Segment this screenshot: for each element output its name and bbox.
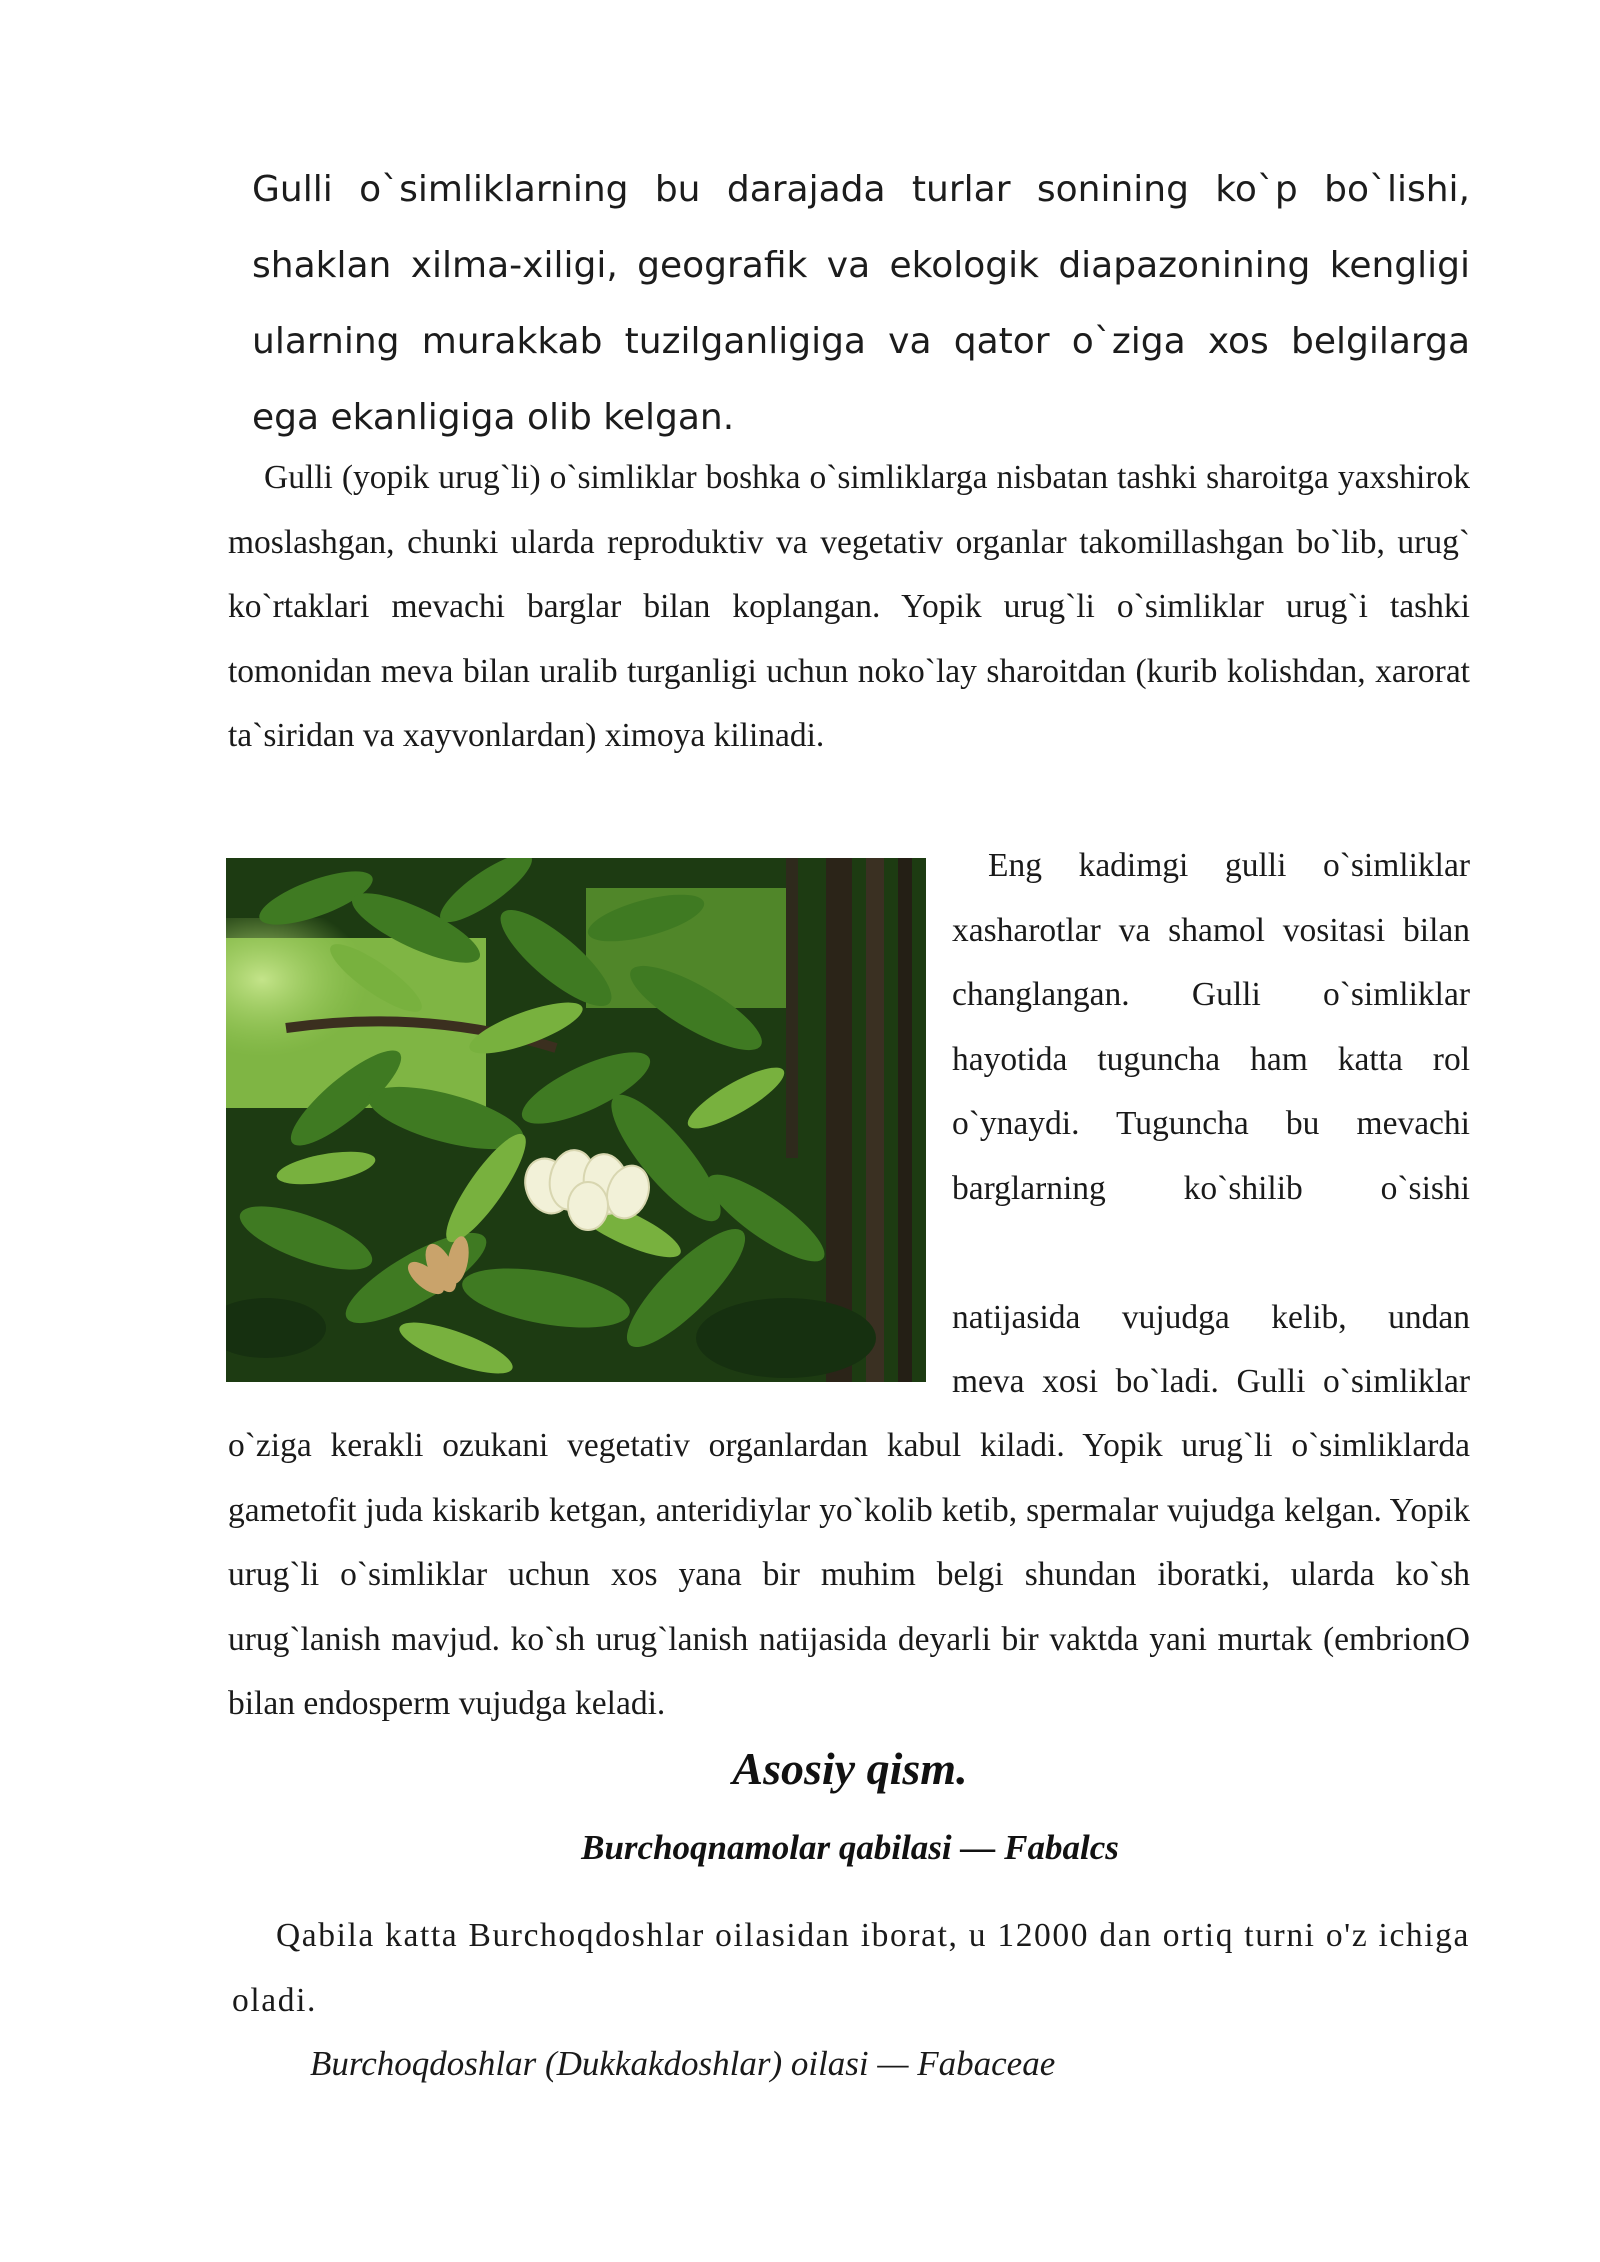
magnolia-photo <box>226 858 926 1382</box>
side-text-block <box>952 834 1470 1415</box>
side-line: o`ynaydi. Tuguncha bu mevachi <box>952 1105 1470 1142</box>
family-title: Burchoqdoshlar (Dukkakdoshlar) oilasi — Fabaceae <box>310 2044 1056 2083</box>
line-gap <box>952 1221 1470 1286</box>
intro-paragraph: Gulli o`simliklarning bu darajada turlar sonining ko`p bo`lishi, shaklan xilma-xiligi, geografik va ekologik diapazonining kengligi ularning murakkab tuzilganligiga va qator o`ziga xos belgilarga ega ekanligiga olib kelgan. <box>252 169 1470 438</box>
paragraph-double-fertilization: o`ziga kerakli ozukani vegetativ organlardan kabul kiladi. Yopik urug`li o`simliklarda gametofit juda kiskarib ketgan, anteridiylar yo`kolib ketib, spermalar vujudga kelgan. Yopik urug`li o`simliklar uchun xos yana bir muhim belgi shundan iboratki, ularda ko`sh urug`lanish mavjud. ko`sh urug`lanish natijasida deyarli bir vaktda yani murtak (embrionO bilan endosperm vujudga keladi. <box>228 1427 1470 1722</box>
order-heading: Burchoqnamolar qabilasi — Fabalcs <box>581 1828 1119 1867</box>
side-line: natijasida vujudga kelib, undan <box>952 1298 1470 1336</box>
side-line: barglarning ko`shilib o`sishi <box>952 1169 1470 1207</box>
side-line: hayotida tuguncha ham katta rol <box>952 1040 1470 1078</box>
paragraph-angiosperm-adaptation: Gulli (yopik urug`li) o`simliklar boshka o`simliklarga nisbatan tashki sharoitga yaxshirok moslashgan, chunki ularda reproduktiv va vegetativ organlar takomillashgan bo`lib, urug` ko`rtaklari mevachi barglar bilan koplangan. Yopik urug`li o`simliklar urug`i tashki tomonidan meva bilan uralib turganligi uchun noko`lay sharoitdan (kurib kolishdan, xarorat ta`siridan va xayvonlardan) ximoya kilinadi. <box>228 459 1470 754</box>
side-line: Eng kadimgi gulli o`simliklar <box>988 847 1470 884</box>
paragraph-order-description: Qabila katta Burchoqdoshlar oilasidan iborat, u 12000 dan ortiq turni o'z ichiga oladi. <box>232 1917 1470 2019</box>
side-line: xasharotlar va shamol vositasi bilan <box>952 911 1470 949</box>
side-line: meva xosi bo`ladi. Gulli o`simliklar <box>952 1363 1470 1400</box>
section-heading: Asosiy qism. <box>732 1743 968 1794</box>
side-line: changlangan. Gulli o`simliklar <box>952 976 1470 1013</box>
